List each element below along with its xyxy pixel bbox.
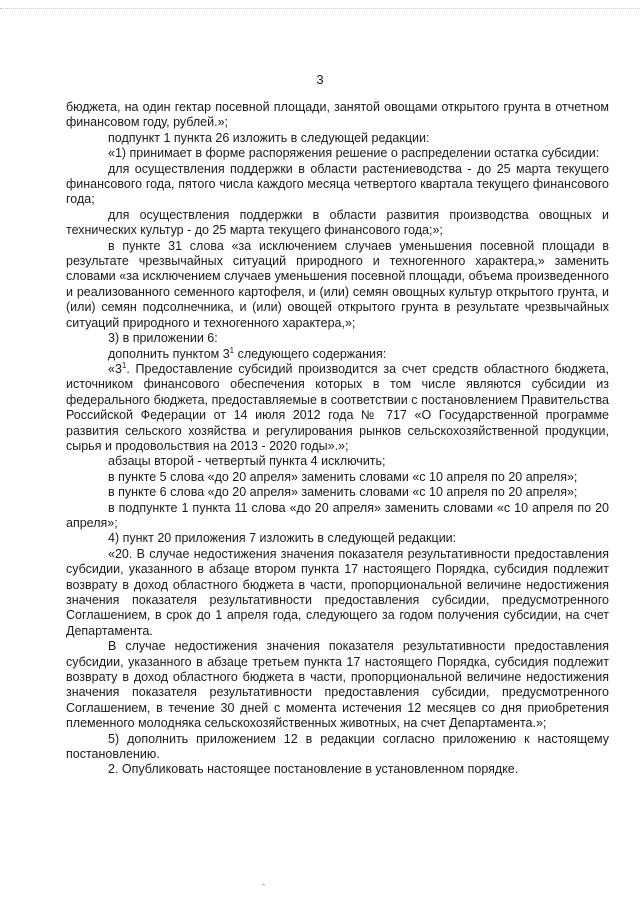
paragraph-5: для осуществления поддержки в области развития производства овощных и технических культур - до 25 марта текущего финансового года;»;	[66, 207, 609, 238]
paragraph-12: в пункте 6 слова «до 20 апреля» заменить словами «с 10 апреля по 20 апреля»;	[108, 485, 578, 500]
paragraph-15: «20. В случае недостижения значения показателя результативности предоставления субсидии, указанного в абзаце втором пункта 17 настоящего Порядка, субсидия подлежит возврату в доход областного бюджета в части, пропорциональной величине недостижения значения показателя результативности предоставления субсидии, предусмотренного Соглашением, в срок до 1 апреля года, следующего за годом получения субсидии, на счет Департамента.	[66, 546, 609, 638]
paragraph-14: 4) пункт 20 приложения 7 изложить в следующей редакции:	[108, 531, 457, 546]
paragraph-8: дополнить пунктом $3^1$ следующего содержания:	[108, 345, 387, 361]
scan-top-edge	[0, 8, 640, 10]
paragraph-18: 2. Опубликовать настоящее постановление в установленном порядке.	[108, 762, 519, 777]
scan-artifact	[262, 884, 265, 885]
page-number: 3	[316, 72, 324, 87]
paragraph-11: в пункте 5 слова «до 20 апреля» заменить словами «с 10 апреля по 20 апреля»;	[108, 469, 578, 484]
paragraph-10: абзацы второй - четвертый пункта 4 исключить;	[108, 454, 386, 469]
paragraph-2: подпункт 1 пункта 26 изложить в следующей редакции:	[108, 130, 430, 145]
document-body	[66, 100, 609, 778]
paragraph-4: для осуществления поддержки в области растениеводства - до 25 марта текущего финансового года, пятого числа каждого месяца четвертого квартала текущего финансового года;	[66, 161, 609, 207]
paragraph-6: в пункте 31 слова «за исключением случаев уменьшения посевной площади в результате чрезвычайных ситуаций природного и техногенного характера,» заменить словами «за исключением случаев уменьшения посевной площади, объема произведенного и реализованного семенного картофеля, и (или) семян овощных культур открытого грунта, и (или) семян подсолнечника, и (или) овощей открытого грунта в результате чрезвычайных ситуаций природного и техногенного характера,»;	[66, 238, 609, 330]
paragraph-17: 5) дополнить приложением 12 в редакции согласно приложению к настоящему постановлению.	[66, 731, 609, 762]
paragraph-9: «$3^1$. Предоставление субсидий производится за счет средств областного бюджета, источником финансового обеспечения которых в том числе являются субсидии из федерального бюджета, предоставляемые в соответствии с постановлением Правительства Российской Федерации от 14 июля 2012 года № 717 «О Государственной программе развития сельского хозяйства и регулирования рынков сельскохозяйственной продукции, сырья и продовольствия на 2013 - 2020 годы».»;	[66, 360, 609, 453]
paragraph-7: 3) в приложении 6:	[108, 331, 218, 346]
paragraph-13: в подпункте 1 пункта 11 слова «до 20 апреля» заменить словами «с 10 апреля по 20 апреля»;	[66, 500, 609, 530]
paragraph-3: «1) принимает в форме распоряжения решение о распределении остатка субсидии:	[108, 146, 600, 161]
superscript-one: 1	[229, 345, 235, 355]
paragraph-16: В случае недостижения значения показателя результативности предоставления субсидии, указанного в абзаце третьем пункта 17 настоящего Порядка, субсидия подлежит возврату в доход областного бюджета в части, пропорциональной величине недостижения значения показателя результативности предоставления субсидии, предусмотренного Соглашением, в течение 30 дней с момента истечения 12 месяцев со дня приобретения племенного молодняка сельскохозяйственных животных, на счет Департамента.»;	[66, 639, 609, 731]
paragraph-1: бюджета, на один гектар посевной площади, занятой овощами открытого грунта в отчетном финансовом году, рублей.»;	[66, 100, 609, 130]
superscript-one: 1	[121, 360, 127, 370]
